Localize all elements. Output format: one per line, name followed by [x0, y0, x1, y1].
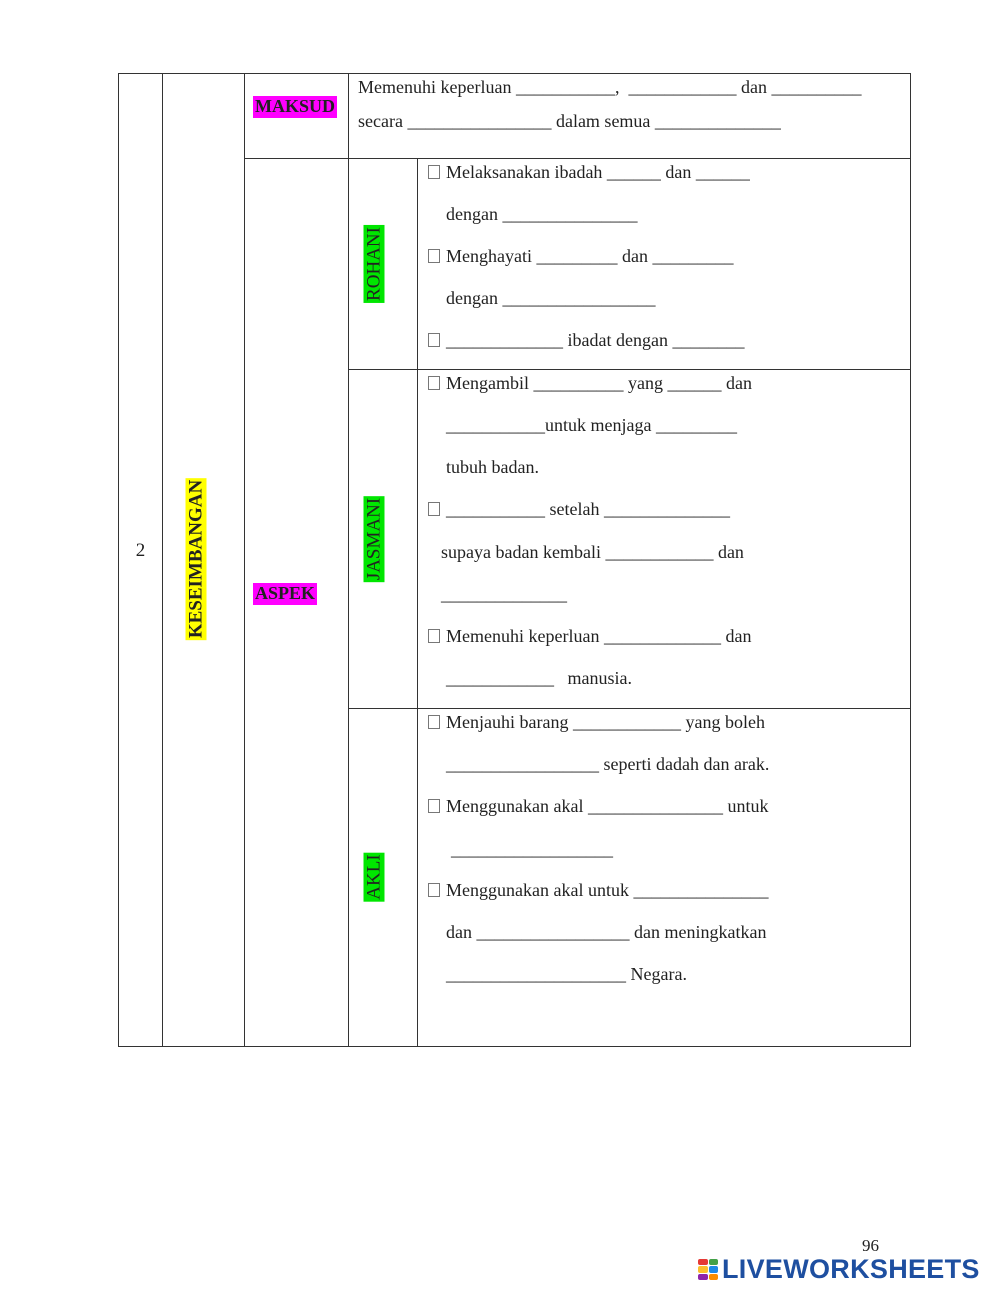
jasmani-line-6: ______________ — [441, 584, 567, 604]
maksud-row-divider — [244, 158, 911, 159]
akli-label: AKLI — [363, 854, 385, 900]
rohani-row-divider — [348, 369, 911, 370]
table-border-bottom — [118, 1046, 911, 1047]
jasmani-line-7: Memenuhi keperluan _____________ dan — [446, 626, 752, 646]
checkbox-icon — [428, 376, 440, 390]
akli-line-7: ____________________ Negara. — [446, 964, 687, 984]
checkbox-icon — [428, 715, 440, 729]
akli-line-4: __________________ — [451, 839, 613, 859]
checkbox-icon — [428, 165, 440, 179]
akli-line-2: _________________ seperti dadah dan arak. — [446, 754, 770, 774]
jasmani-line-4: ___________ setelah ______________ — [446, 499, 730, 519]
jasmani-line-2: ___________untuk menjaga _________ — [446, 415, 737, 435]
aspek-label: ASPEK — [255, 583, 316, 603]
jasmani-label: JASMANI — [363, 497, 385, 581]
column-divider-2 — [244, 73, 245, 1047]
rohani-line-5: _____________ ibadat dengan ________ — [446, 330, 745, 350]
jasmani-item-2 — [428, 500, 730, 518]
akli-line-5: Menggunakan akal untuk _______________ — [446, 880, 769, 900]
maksud-label: MAKSUD — [255, 96, 335, 116]
table-border-top — [118, 73, 911, 74]
akli-line-6: dan _________________ dan meningkatkan — [446, 922, 767, 942]
jasmani-item-3 — [428, 627, 751, 645]
row-number: 2 — [135, 540, 146, 561]
checkbox-icon — [428, 333, 440, 347]
akli-item-2 — [428, 797, 768, 815]
jasmani-line-5: supaya badan kembali ____________ dan — [441, 542, 744, 562]
checkbox-icon — [428, 249, 440, 263]
akli-line-1: Menjauhi barang ____________ yang boleh — [446, 712, 765, 732]
column-divider-4 — [417, 158, 418, 1047]
rohani-line-1: Melaksanakan ibadah ______ dan ______ — [446, 162, 750, 182]
akli-item-3 — [428, 881, 768, 899]
checkbox-icon — [428, 883, 440, 897]
rohani-line-2: dengan _______________ — [446, 204, 638, 224]
checkbox-icon — [428, 502, 440, 516]
akli-line-3: Menggunakan akal _______________ untuk — [446, 796, 769, 816]
jasmani-item-1 — [428, 374, 752, 392]
rohani-line-3: Menghayati _________ dan _________ — [446, 246, 734, 266]
maksud-line-2: secara ________________ dalam semua ______________ — [358, 111, 781, 131]
maksud-line-1: Memenuhi keperluan ___________, ____________ dan __________ — [358, 77, 862, 97]
rohani-label: ROHANI — [363, 227, 385, 301]
page-number: 96 — [862, 1236, 879, 1255]
brand-name: LIVEWORKSHEETS — [722, 1254, 980, 1284]
jasmani-row-divider — [348, 708, 911, 709]
rohani-item-2 — [428, 247, 733, 265]
akli-item-1 — [428, 713, 765, 731]
liveworksheets-icon — [698, 1259, 718, 1281]
jasmani-line-1: Mengambil __________ yang ______ dan — [446, 373, 752, 393]
rohani-item-1 — [428, 163, 750, 181]
jasmani-line-3: tubuh badan. — [446, 457, 539, 477]
liveworksheets-logo[interactable] — [698, 1254, 980, 1285]
principle-label: KESEIMBANGAN — [185, 479, 207, 639]
checkbox-icon — [428, 799, 440, 813]
rohani-item-3 — [428, 331, 744, 349]
rohani-line-4: dengan _________________ — [446, 288, 656, 308]
jasmani-line-8: ____________ manusia. — [446, 668, 632, 688]
checkbox-icon — [428, 629, 440, 643]
column-divider-3 — [348, 73, 349, 1047]
table-border-right — [910, 73, 911, 1047]
